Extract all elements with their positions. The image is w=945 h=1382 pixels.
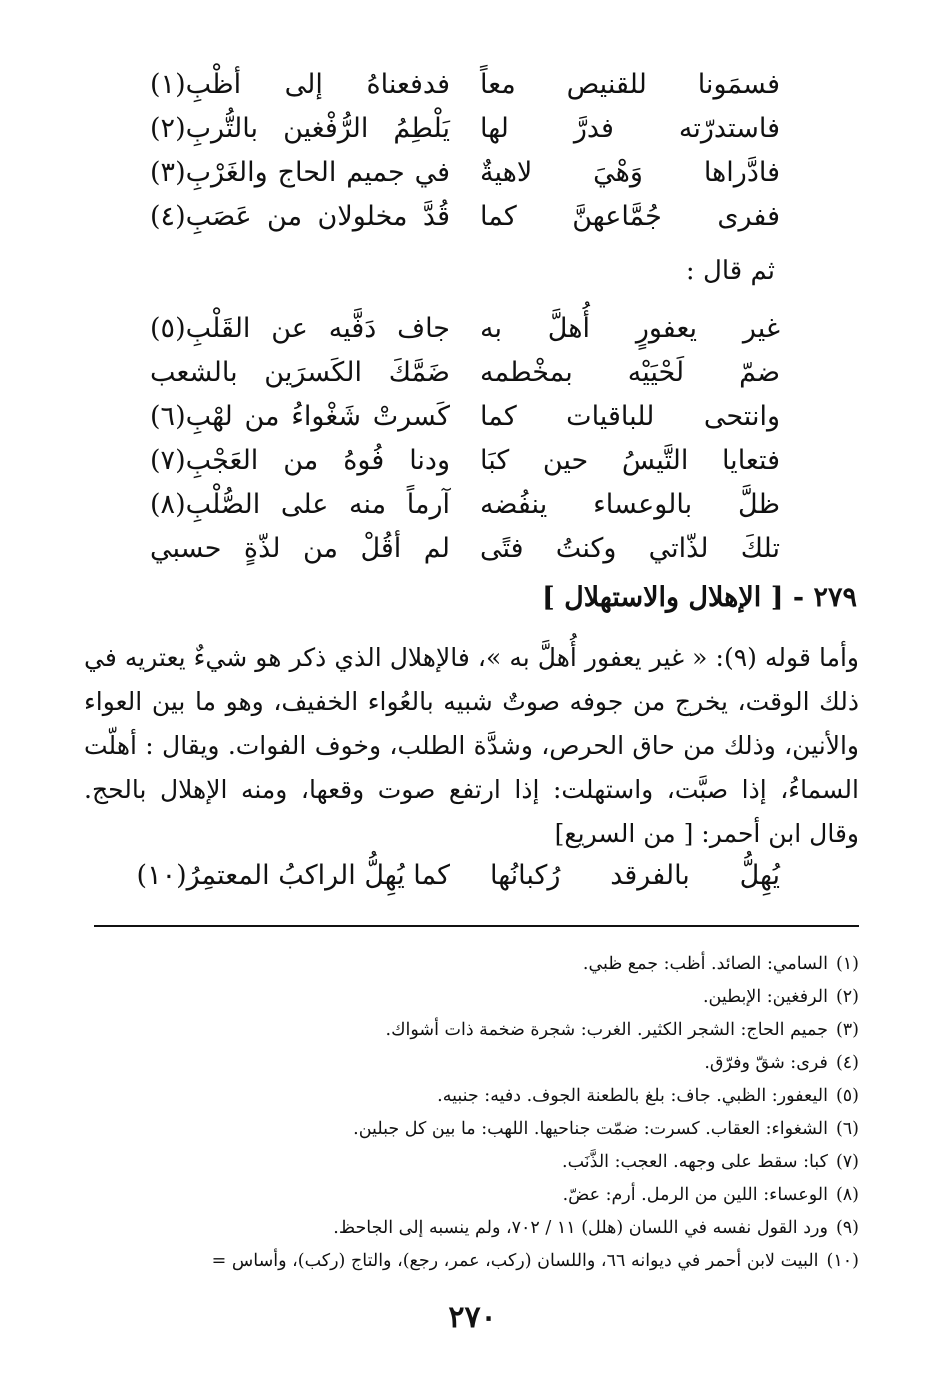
footnote <box>69 1212 859 1245</box>
poem-line <box>150 194 780 238</box>
footnote-number: (٤) <box>835 1053 859 1073</box>
footnote <box>69 981 859 1014</box>
poem-line <box>150 438 780 482</box>
footnote-text: كبا: سقط على وجهه. العجب: الذَّنَب. <box>562 1152 828 1172</box>
footnote-text: البيت لابن أحمر في ديوانه ٦٦، واللسان (ركب، عمر، رجع)، والتاج (ركب)، وأساس = <box>211 1251 819 1271</box>
first-hemistich: ضمّ لَحْيَيْه بمخْطمه <box>480 356 780 388</box>
footnote-text: جميم الحاج: الشجر الكثير. الغرب: شجرة ضخمة ذات أشواك. <box>385 1020 828 1040</box>
poem-block-2 <box>150 306 780 570</box>
footnote-text: ورد القول نفسه في اللسان (هلل) ١١ / ٧٠٢، ولم ينسبه إلى الجاحظ. <box>333 1218 828 1238</box>
poem-line <box>150 482 780 526</box>
verse-line <box>136 860 780 891</box>
second-hemistich: يَلْطِمُ الرُّفْغين بالتُّربِ(٢) <box>150 112 450 144</box>
first-hemistich: ففرى جُمَّاعهنَّ كما <box>480 200 780 232</box>
footnote-number: (٩) <box>835 1218 859 1238</box>
poem-line <box>150 526 780 570</box>
footnote-number: (٥) <box>835 1086 859 1106</box>
poem-block-1 <box>150 62 780 238</box>
footnote-text: السامي: الصائد. أظب: جمع ظبي. <box>582 954 828 974</box>
first-hemistich: فادَّراها وَهْيَ لاهيةٌ <box>480 156 780 188</box>
section-heading: ٢٧٩ - [ الإهلال والاستهلال ] <box>541 582 857 613</box>
second-hemistich: لم أقُلْ من لذّةٍ حسبي <box>150 532 450 564</box>
first-hemistich: ظلَّ بالوعساء ينفُضه <box>480 488 780 520</box>
footnote-text: فرى: شقّ وفرّق. <box>704 1053 828 1073</box>
footnote-text: الرفغين: الإبطين. <box>702 987 828 1007</box>
footnote-text: الوعساء: اللين من الرمل. أرم: عضّ. <box>562 1185 828 1205</box>
second-hemistich: كما يُهِلُّ الراكبُ المعتمِرُ(١٠) <box>136 860 450 891</box>
footnote-text: اليعفور: الظبي. جاف: بلغ بالطعنة الجوف. دفيه: جنبيه. <box>437 1086 828 1106</box>
prose-paragraph: وأما قوله (٩): « غير يعفور أُهلَّ به »، فالإهلال الذي ذكر هو شيءٌ يعتريه في ذلك الوقت، يخرج من جوفه صوتٌ شبيه بالعُواء الخفيف، وهو ما بين العواء والأنين، وذلك من حاق الحرص، وشدَّة الطلب، وخوف الفوات. ويقال : أهلّت السماءُ، إذا صبَّت، واستهلت: إذا ارتفع صوت وقعها، ومنه الإهلال بالحج. وقال ابن أحمر: [ من السريع] <box>84 643 860 848</box>
footnote <box>69 948 859 981</box>
first-hemistich: يُهِلُّ بالفرقد رُكبانُها <box>490 860 780 891</box>
second-hemistich: ودنا فُوهُ من العَجْبِ(٧) <box>150 444 450 476</box>
second-hemistich: في جميم الحاج والغَرْبِ(٣) <box>150 156 450 188</box>
footnote-text: الشغواء: العقاب. كسرت: ضمّت جناحيها. اللهب: ما بين كل جبلين. <box>353 1119 828 1139</box>
second-hemistich: فدفعناهُ إلى أظْبِ(١) <box>150 68 450 100</box>
first-hemistich: تلكَ لذّاتي وكنتُ فتًى <box>480 532 780 564</box>
footnote-number: (٣) <box>835 1020 859 1040</box>
footnote-number: (٢) <box>835 987 859 1007</box>
first-hemistich: غير يعفورٍ أُهلَّ به <box>480 312 780 344</box>
first-hemistich: وانتحى للباقيات كما <box>480 400 780 432</box>
footnote <box>69 1047 859 1080</box>
footnote <box>69 1245 859 1278</box>
second-hemistich: جاف دَفَّيه عن القَلْبِ(٥) <box>150 312 450 344</box>
footnote-number: (٨) <box>835 1185 859 1205</box>
second-hemistich: ضَمَّكَ الكَسرَين بالشعب <box>150 356 450 388</box>
second-hemistich: آرماً منه على الصُّلْبِ(٨) <box>150 488 450 520</box>
footnote-number: (٦) <box>835 1119 859 1139</box>
second-hemistich: قُدَّ مخلولان من عَصَبِ(٤) <box>150 200 450 232</box>
page-number: ٢٧٠ <box>448 1300 497 1335</box>
intro-text: ثم قال : <box>685 256 775 286</box>
footnotes <box>69 948 859 1278</box>
footnote <box>69 1080 859 1113</box>
second-hemistich: كَسرتْ شَغْواءُ من لهْبِ(٦) <box>150 400 450 432</box>
poem-line <box>150 106 780 150</box>
footnote <box>69 1179 859 1212</box>
footnote-number: (١٠) <box>826 1251 859 1271</box>
footnote-number: (١) <box>835 954 859 974</box>
poem-line <box>150 394 780 438</box>
first-hemistich: فسمَونا للقنيص معاً <box>480 68 780 100</box>
first-hemistich: فاستدرّته فدرَّ لها <box>480 112 780 144</box>
poem-line <box>150 350 780 394</box>
footnote-divider <box>94 925 859 927</box>
poem-line <box>150 306 780 350</box>
footnote <box>69 1146 859 1179</box>
footnote <box>69 1014 859 1047</box>
poem-line <box>150 62 780 106</box>
first-hemistich: فتعايا التَّيسُ حين كبَا <box>480 444 780 476</box>
footnote <box>69 1113 859 1146</box>
poem-line <box>150 150 780 194</box>
footnote-number: (٧) <box>835 1152 859 1172</box>
